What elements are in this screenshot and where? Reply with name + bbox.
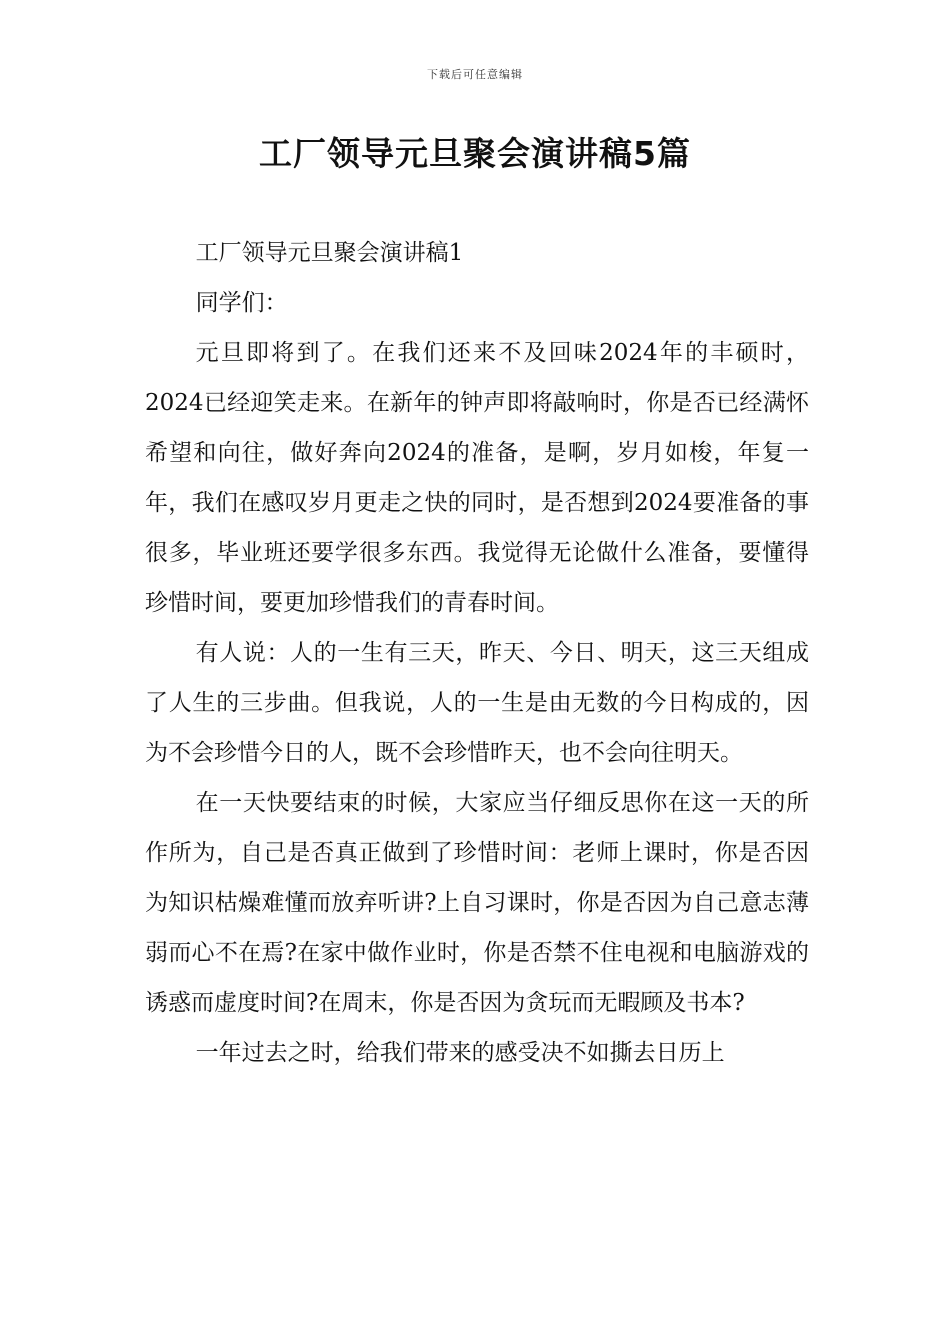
document-body (145, 228, 809, 1078)
section-heading: 工厂领导元旦聚会演讲稿1 (195, 240, 464, 266)
body-paragraph: 元旦即将到了。在我们还来不及回味2024年的丰硕时，2024已经迎笑走来。在新年的钟声即将敲响时，你是否已经满怀希望和向往，做好奔向2024的准备，是啊，岁月如梭，年复一年，我们在感叹岁月更走之快的同时，是否想到2024要准备的事很多，毕业班还要学很多东西。我觉得无论做什么准备，要懂得珍惜时间，要更加珍惜我们的青春时间。 (145, 340, 809, 616)
salutation: 同学们： (195, 290, 288, 316)
body-paragraph: 在一天快要结束的时候，大家应当仔细反思你在这一天的所作所为，自己是否真正做到了珍惜时间：老师上课时，你是否因为知识枯燥难懂而放弃听讲?上自习课时，你是否因为自己意志薄弱而心不在焉?在家中做作业时，你是否禁不住电视和电脑游戏的诱惑而虚度时间?在周末，你是否因为贪玩而无暇顾及书本? (145, 790, 809, 1016)
body-paragraph: 一年过去之时，给我们带来的感受决不如撕去日历上 (195, 1040, 725, 1066)
header-note: 下载后可任意编辑 (427, 68, 523, 81)
body-paragraph: 有人说：人的一生有三天，昨天、今日、明天，这三天组成了人生的三步曲。但我说，人的一生是由无数的今日构成的，因为不会珍惜今日的人，既不会珍惜昨天，也不会向往明天。 (145, 640, 809, 766)
document-title: 工厂领导元旦聚会演讲稿5篇 (259, 134, 691, 173)
